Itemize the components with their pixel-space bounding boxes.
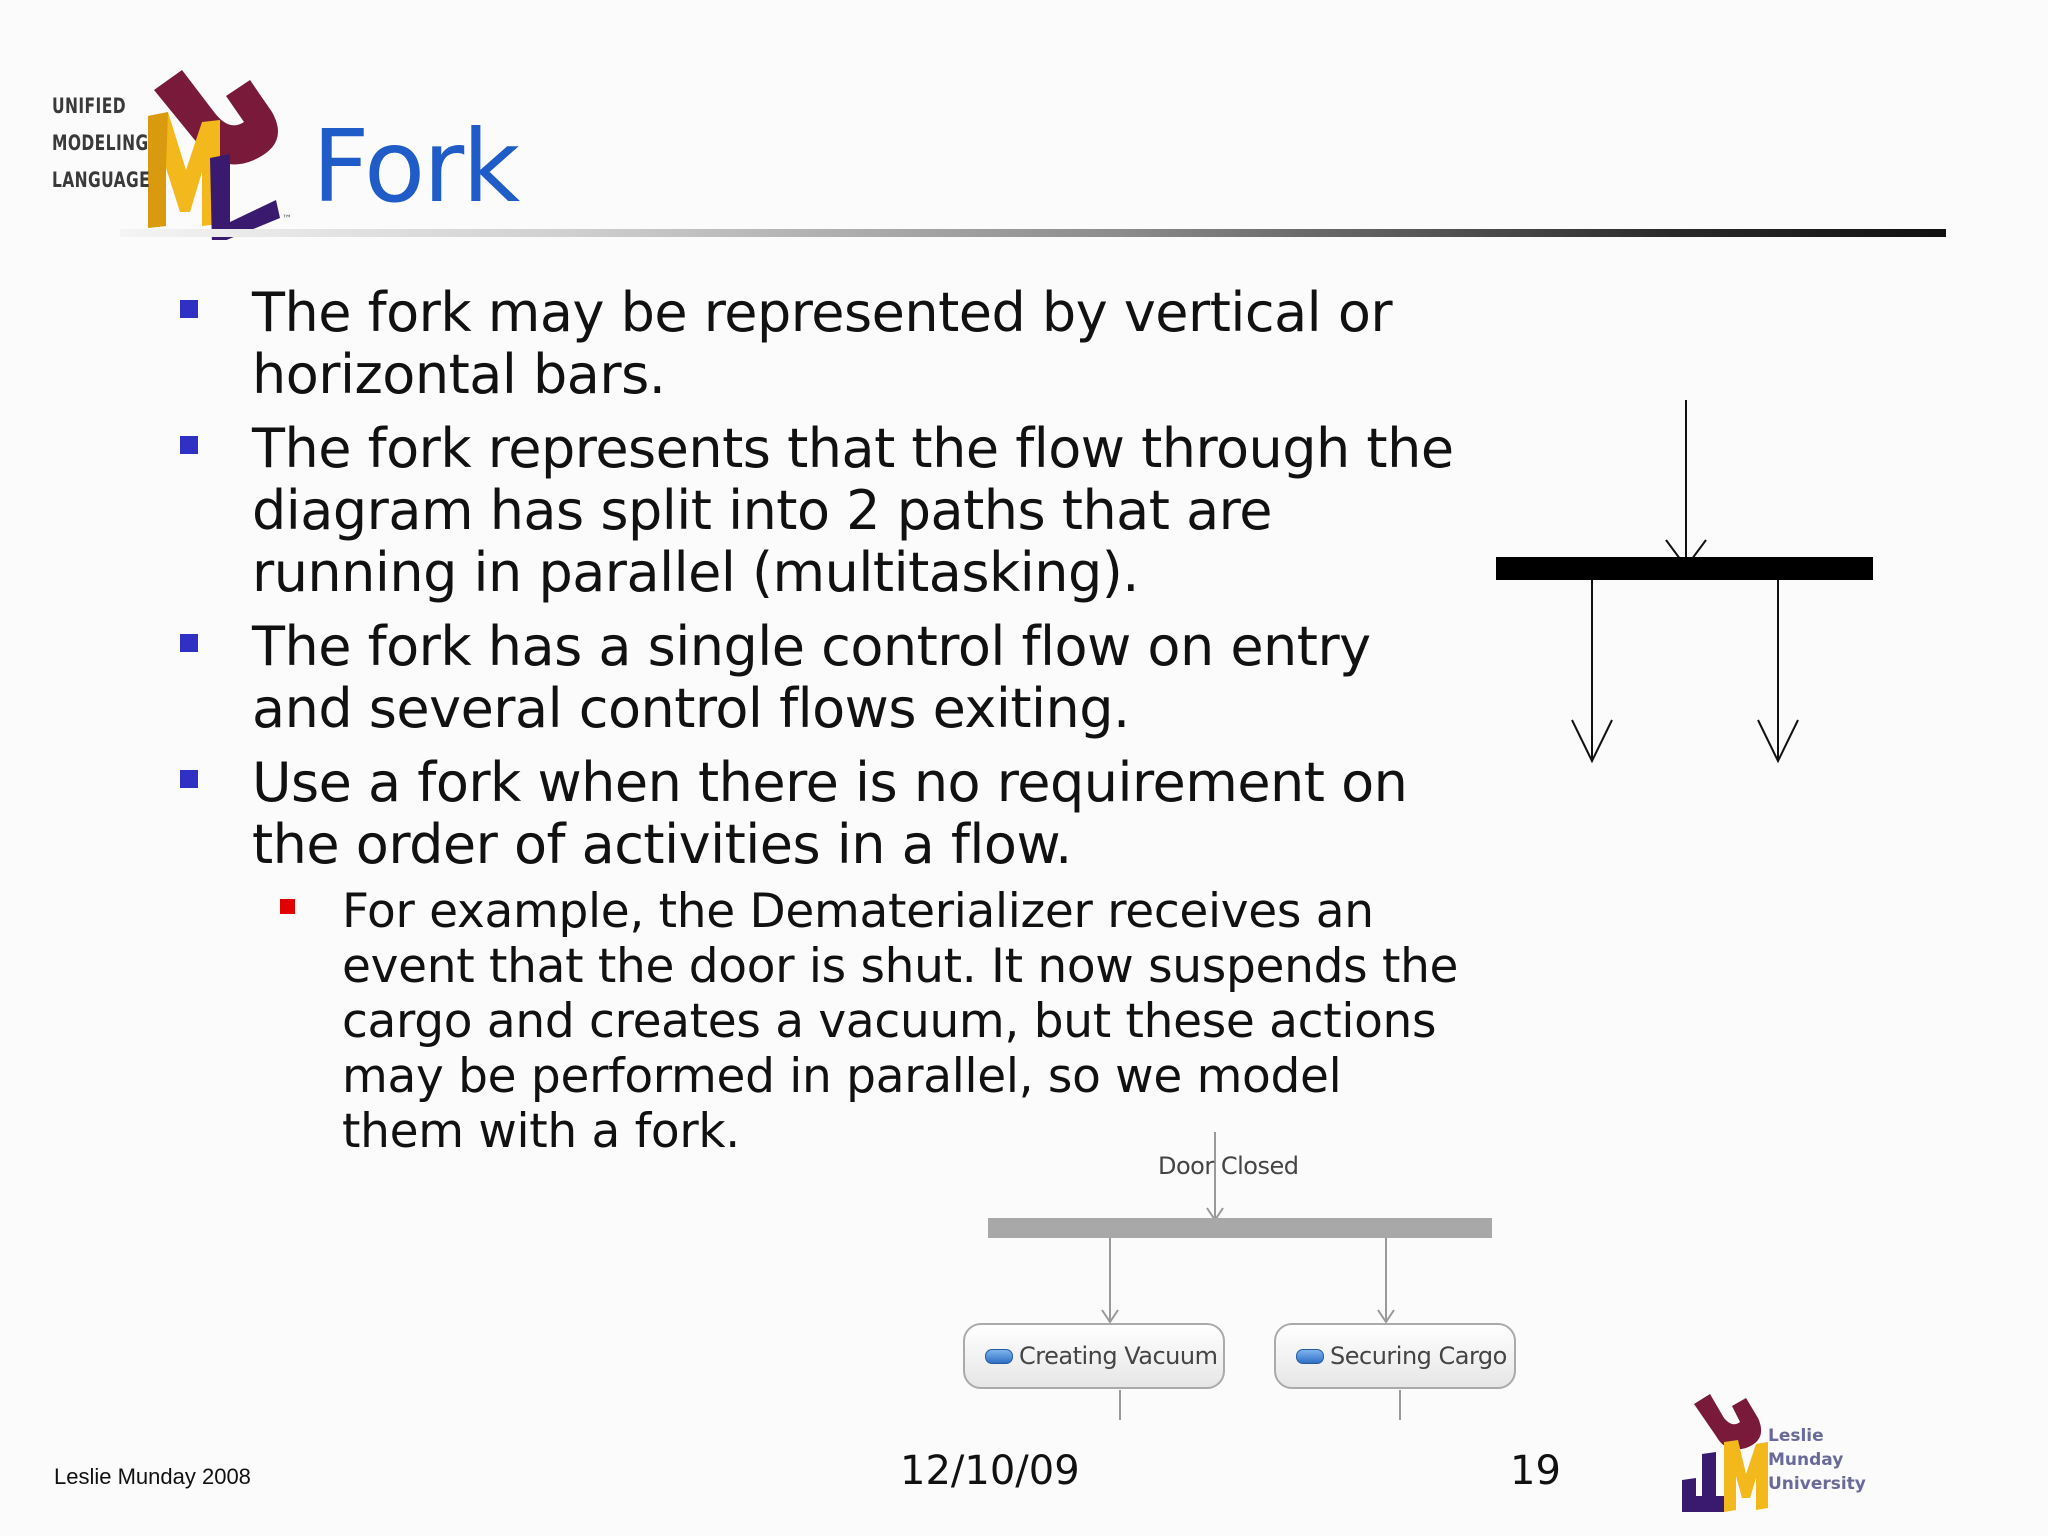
- fork-entry-arrow: [1666, 400, 1706, 567]
- footer-author: Leslie Munday 2008: [54, 1464, 251, 1489]
- page-number: 19: [1510, 1448, 1561, 1494]
- uml-logo-word: MODELING: [52, 131, 149, 155]
- example-activity-diagram: [960, 1120, 1520, 1420]
- bullet-list: [176, 282, 1466, 1159]
- bullet-marker: [180, 634, 198, 652]
- fork-diagram: [1480, 395, 1880, 775]
- bullet-text: Use a fork when there is no requirement on the order of activities in a flow.: [252, 751, 1408, 876]
- university-logo: [1672, 1384, 1782, 1514]
- sub-bullet-item: [176, 884, 1466, 1159]
- uml-logo-text: [52, 88, 150, 199]
- footer-date: 12/10/09: [900, 1448, 1080, 1494]
- sub-bullet-text: For example, the Dematerializer receives an event that the door is shut. It now suspends the cargo and creates a vacuum, but these actions may be performed in parallel, so we model them with a fork.: [342, 884, 1459, 1159]
- uml-logo-word: UNIFIED: [52, 94, 126, 118]
- bullet-text: The fork may be represented by vertical or horizontal bars.: [252, 281, 1393, 406]
- university-logo-text: [1768, 1424, 1866, 1496]
- university-logo-word: Leslie: [1768, 1426, 1824, 1446]
- uml-logo-word: LANGUAGE: [52, 168, 151, 192]
- fork-exit-arrow-left: [1572, 580, 1612, 761]
- bullet-marker: [180, 300, 198, 318]
- activity-icon: [1296, 1349, 1324, 1364]
- fork-bar: [1496, 557, 1873, 580]
- bullet-item: [176, 282, 1466, 406]
- bullet-text: The fork represents that the flow through the diagram has split into 2 paths that are running in parallel (multitasking).: [252, 417, 1454, 604]
- bullet-text: The fork has a single control flow on entry and several control flows exiting.: [252, 615, 1371, 740]
- sub-bullet-marker: [280, 899, 295, 914]
- bullet-marker: [180, 770, 198, 788]
- activity-label: Securing Cargo: [1330, 1342, 1507, 1370]
- bullet-item: [176, 616, 1466, 740]
- bullet-item: [176, 752, 1466, 876]
- bullet-item: [176, 418, 1466, 604]
- university-logo-word: Munday: [1768, 1450, 1844, 1470]
- activity-creating-vacuum: [963, 1323, 1225, 1389]
- university-logo-word: University: [1768, 1474, 1866, 1494]
- fork-exit-arrow-right: [1758, 580, 1798, 761]
- activity-icon: [985, 1349, 1013, 1364]
- svg-text:™: ™: [282, 214, 292, 225]
- event-label: Door Closed: [1158, 1152, 1299, 1180]
- activity-label: Creating Vacuum: [1019, 1342, 1218, 1370]
- activity-securing-cargo: [1274, 1323, 1516, 1389]
- title-underline: [120, 229, 1946, 237]
- slide-title: Fork: [312, 108, 519, 225]
- bullet-marker: [180, 436, 198, 454]
- example-fork-bar: [988, 1218, 1492, 1238]
